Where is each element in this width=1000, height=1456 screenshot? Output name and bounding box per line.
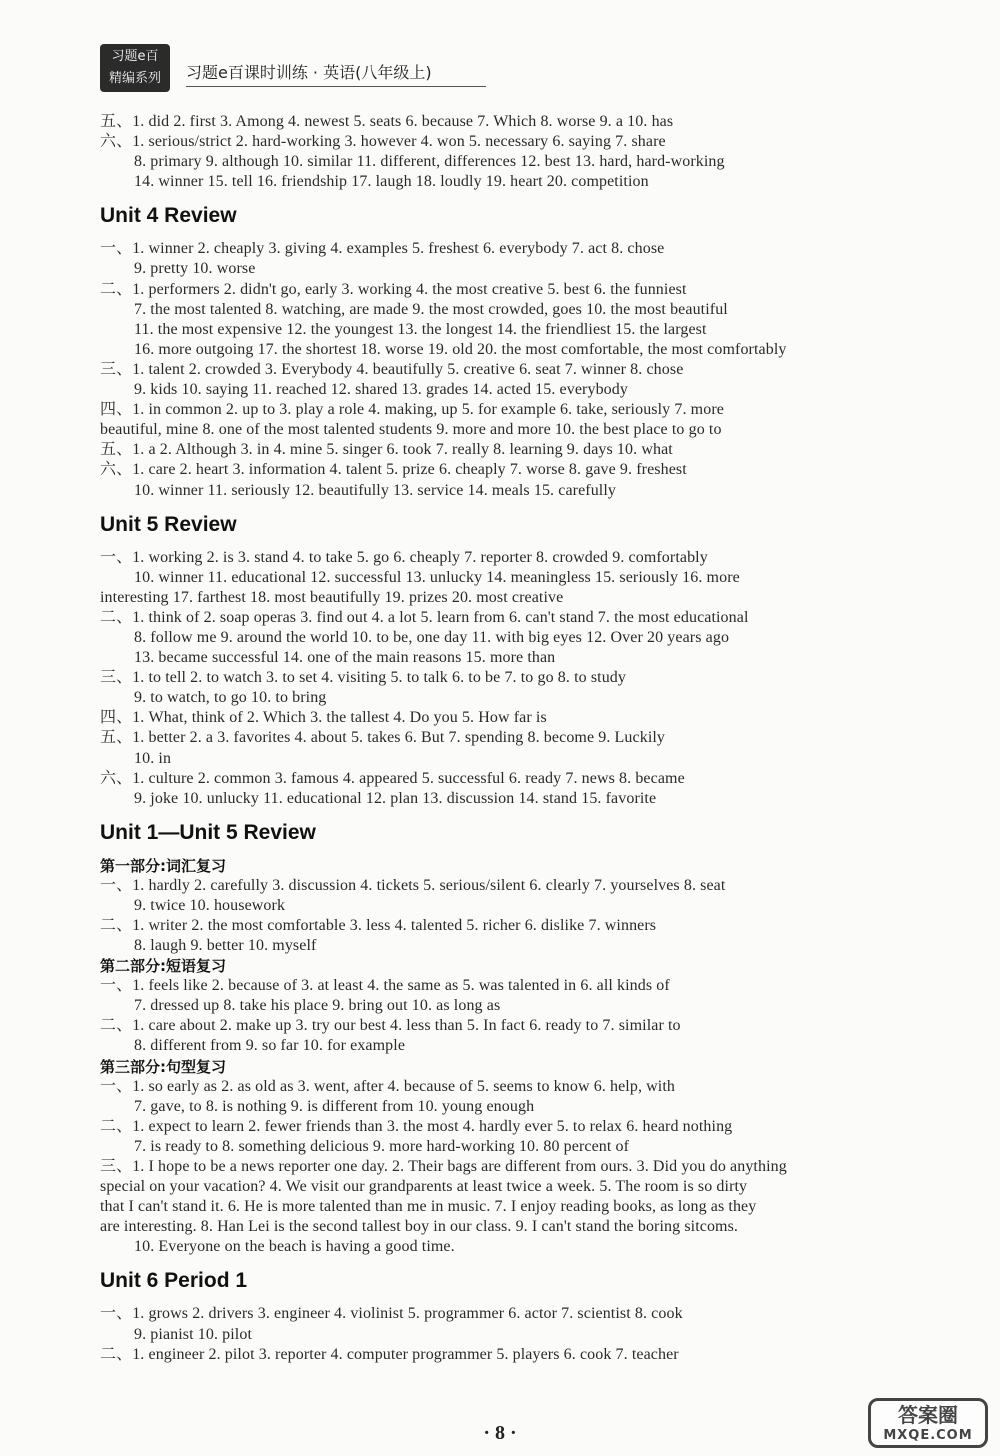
unit-heading: Unit 4 Review — [100, 204, 237, 228]
book-title: 习题e百课时训练 · 英语(八年级上) — [186, 60, 486, 87]
answer-line: 9. kids 10. saying 11. reached 12. shared 13. grades 14. acted 15. everybody — [134, 381, 628, 399]
unit-heading: Unit 6 Period 1 — [100, 1269, 248, 1293]
page-header — [100, 44, 500, 94]
answer-line: 二、1. think of 2. soap operas 3. find out 4. a lot 5. learn from 6. can't stand 7. the most educational — [100, 608, 749, 626]
logo-line-2: 精编系列 — [108, 71, 161, 86]
answer-line: 五、1. did 2. first 3. Among 4. newest 5. seats 6. because 7. Which 8. worse 9. a 10. has — [100, 113, 674, 130]
answer-line: 二、1. writer 2. the most comfortable 3. less 4. talented 5. richer 6. dislike 7. winners — [100, 917, 657, 934]
answer-line: 五、1. a 2. Although 3. in 4. mine 5. singer 6. took 7. really 8. learning 9. days 10. what — [100, 441, 673, 459]
answer-line: 11. the most expensive 12. the youngest 13. the longest 14. the friendliest 15. the largest — [134, 320, 707, 338]
answer-line: that I can't stand it. 6. He is more talented than me in music. 7. I enjoy reading books, as long as they — [100, 1198, 757, 1216]
answer-line: interesting 17. farthest 18. most beautifully 19. prizes 20. most creative — [100, 588, 564, 606]
answer-line: 9. joke 10. unlucky 11. educational 12. plan 13. discussion 14. stand 15. favorite — [134, 789, 657, 807]
answer-line: 四、1. in common 2. up to 3. play a role 4. making, up 5. for example 6. take, seriously 7. more — [100, 401, 724, 419]
answer-line: beautiful, mine 8. one of the most talented students 9. more and more 10. the best place to go to — [100, 421, 722, 439]
answer-line: 7. gave, to 8. is nothing 9. is different from 10. young enough — [134, 1097, 535, 1115]
answer-content — [100, 112, 940, 1365]
answer-line: 7. dressed up 8. take his place 9. bring out 10. as long as — [134, 997, 501, 1015]
answer-line: special on your vacation? 4. We visit our grandparents at least twice a week. 5. The room is so dirty — [100, 1178, 748, 1196]
answer-line: 二、1. expect to learn 2. fewer friends than 3. the most 4. hardly ever 5. to relax 6. heard nothing — [100, 1117, 733, 1135]
watermark-logo — [868, 1398, 988, 1448]
section-heading: 第一部分:词汇复习 — [100, 856, 226, 875]
answer-line: 9. pretty 10. worse — [134, 260, 256, 278]
watermark-text: 答案圈 — [898, 1403, 958, 1427]
answer-line: 8. follow me 9. around the world 10. to be, one day 11. with big eyes 12. Over 20 years ago — [134, 628, 730, 646]
unit-heading: Unit 1—Unit 5 Review — [100, 820, 316, 844]
answer-line: 8. laugh 9. better 10. myself — [134, 937, 317, 955]
answer-line: 8. different from 9. so far 10. for example — [134, 1037, 406, 1055]
answer-line: 二、1. engineer 2. pilot 3. reporter 4. computer programmer 5. players 6. cook 7. teacher — [100, 1345, 679, 1363]
answer-line: 一、1. grows 2. drivers 3. engineer 4. violinist 5. programmer 6. actor 7. scientist 8. cook — [100, 1305, 683, 1323]
answer-line: 8. primary 9. although 10. similar 11. different, differences 12. best 13. hard, hard-working — [134, 153, 725, 171]
answer-line: 9. to watch, to go 10. to bring — [134, 689, 327, 707]
watermark-url: MXQE.COM — [883, 1428, 973, 1443]
answer-line: 一、1. working 2. is 3. stand 4. to take 5. go 6. cheaply 7. reporter 8. crowded 9. comfortably — [100, 548, 708, 566]
answer-line: 14. winner 15. tell 16. friendship 17. laugh 18. loudly 19. heart 20. competition — [134, 173, 649, 191]
answer-line: 10. Everyone on the beach is having a good time. — [134, 1238, 455, 1256]
logo-line-1: 习题e百 — [111, 49, 159, 64]
answer-line: 10. winner 11. seriously 12. beautifully 13. service 14. meals 15. carefully — [134, 481, 616, 499]
answer-line: 7. is ready to 8. something delicious 9. more hard-working 10. 80 percent of — [134, 1137, 630, 1155]
answer-line: 六、1. care 2. heart 3. information 4. talent 5. prize 6. cheaply 7. worse 8. gave 9. freshest — [100, 461, 687, 479]
answer-line: 六、1. culture 2. common 3. famous 4. appeared 5. successful 6. ready 7. news 8. became — [100, 769, 685, 787]
answer-line: 10. winner 11. educational 12. successful 13. unlucky 14. meaningless 15. seriously 16. more — [134, 568, 740, 586]
answer-line: 五、1. better 2. a 3. favorites 4. about 5. takes 6. But 7. spending 8. become 9. Luckily — [100, 729, 666, 747]
answer-line: 三、1. talent 2. crowded 3. Everybody 4. beautifully 5. creative 6. seat 7. winner 8. chose — [100, 360, 684, 378]
answer-line: 7. the most talented 8. watching, are made 9. the most crowded, goes 10. the most beautiful — [134, 300, 728, 318]
answer-line: 三、1. I hope to be a news reporter one day. 2. Their bags are different from ours. 3. Did you do anything — [100, 1157, 787, 1175]
section-heading: 第三部分:句型复习 — [100, 1057, 226, 1076]
answer-line: 六、1. serious/strict 2. hard-working 3. however 4. won 5. necessary 6. saying 7. share — [100, 133, 666, 151]
answer-line: 一、1. winner 2. cheaply 3. giving 4. examples 5. freshest 6. everybody 7. act 8. chose — [100, 240, 665, 258]
answer-line: 一、1. feels like 2. because of 3. at least 4. the same as 5. was talented in 6. all kinds of — [100, 977, 670, 995]
answer-line: 四、1. What, think of 2. Which 3. the tallest 4. Do you 5. How far is — [100, 709, 547, 727]
answer-line: 16. more outgoing 17. the shortest 18. worse 19. old 20. the most comfortable, the most comfortably — [134, 340, 787, 358]
answer-line: 三、1. to tell 2. to watch 3. to set 4. visiting 5. to talk 6. to be 7. to go 8. to study — [100, 669, 627, 687]
section-heading: 第二部分:短语复习 — [100, 957, 226, 976]
unit-heading: Unit 5 Review — [100, 512, 237, 536]
answer-line: 一、1. hardly 2. carefully 3. discussion 4. tickets 5. serious/silent 6. clearly 7. yourselves 8. seat — [100, 876, 726, 894]
answer-line: 10. in — [134, 749, 172, 767]
answer-line: 9. twice 10. housework — [134, 896, 286, 914]
answer-line: 9. pianist 10. pilot — [134, 1325, 252, 1343]
answer-line: 13. became successful 14. one of the main reasons 15. more than — [134, 649, 556, 667]
answer-line: 一、1. so early as 2. as old as 3. went, after 4. because of 5. seems to know 6. help, with — [100, 1077, 675, 1095]
page-number: · 8 · — [483, 1422, 517, 1444]
series-logo — [100, 44, 170, 92]
answer-line: 二、1. care about 2. make up 3. try our best 4. less than 5. In fact 6. ready to 7. similar to — [100, 1017, 681, 1035]
answer-line: 二、1. performers 2. didn't go, early 3. working 4. the most creative 5. best 6. the funniest — [100, 280, 687, 298]
answer-line: are interesting. 8. Han Lei is the second tallest boy in our class. 9. I can't stand the boring sitcoms. — [100, 1218, 739, 1236]
